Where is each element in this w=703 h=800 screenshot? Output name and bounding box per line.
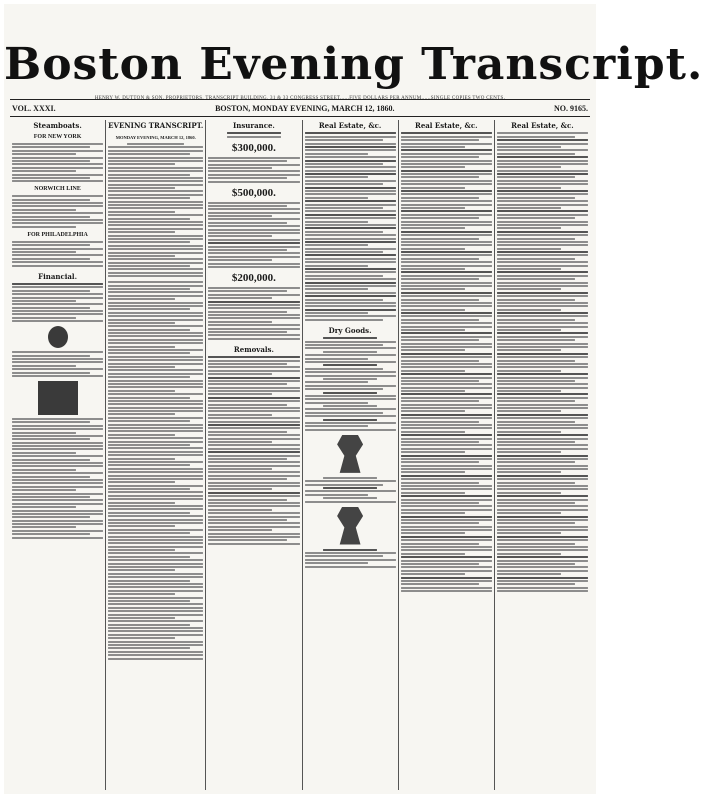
notice-text: [12, 418, 103, 539]
volume-number: VOL. XXXI.: [12, 103, 56, 113]
ad-title: NORWICH LINE: [34, 186, 81, 193]
ad-title: FOR NEW YORK: [33, 134, 82, 140]
column-heading: Real Estate, &c.: [511, 121, 574, 130]
dateline: [12, 101, 588, 115]
column-insurance: [206, 120, 302, 790]
column-editorial: [106, 120, 206, 790]
capital-amount: $200,000.: [231, 271, 276, 284]
ad-text: [305, 477, 396, 503]
newspaper-page: [4, 4, 703, 794]
corset-illustration: [337, 507, 363, 545]
masthead-title: Boston Evening Transcript.: [4, 39, 703, 90]
ad-text: [305, 549, 396, 568]
removal-notices: [208, 356, 299, 544]
column-real-estate-3: [495, 120, 590, 790]
ad-text: [208, 287, 299, 340]
capital-amount: $500,000.: [231, 186, 276, 199]
capital-amount: $300,000.: [231, 141, 276, 154]
dry-goods-text: [305, 337, 396, 431]
safe-illustration: [38, 381, 78, 415]
rule-top: [10, 99, 590, 100]
editorial-text: [108, 143, 203, 277]
listings-text: [305, 132, 396, 320]
ad-text: [12, 195, 103, 228]
editorial-date: MONDAY EVENING, MARCH 12, 1860.: [115, 135, 196, 140]
issue-number: NO. 9165.: [554, 103, 588, 113]
columns: [10, 120, 590, 790]
ad-text: [208, 132, 299, 137]
column-heading: Real Estate, &c.: [415, 121, 478, 130]
column-heading: Real Estate, &c.: [318, 121, 382, 130]
ad-text: [208, 202, 299, 268]
seal-illustration: [48, 326, 68, 348]
column-heading: Steamboats.: [33, 121, 82, 130]
ad-title: FOR PHILADELPHIA: [27, 231, 88, 238]
notice-text: [12, 351, 103, 377]
issue-date: BOSTON, MONDAY EVENING, MARCH 12, 1860.: [215, 103, 395, 113]
column-real-estate-2: [399, 120, 495, 790]
section-heading: Removals.: [233, 344, 274, 354]
corset-illustration: [337, 435, 363, 473]
ad-text: [12, 241, 103, 267]
rule-bottom: [10, 116, 590, 117]
section-heading: Dry Goods.: [328, 325, 372, 335]
column-steamboats: [10, 120, 106, 790]
editorial-text: [108, 281, 203, 659]
section-heading: Financial.: [38, 271, 78, 281]
listings-text: [401, 132, 492, 592]
column-real-estate-1: [303, 120, 399, 790]
ad-text: [208, 157, 299, 183]
financial-notices: [12, 283, 103, 322]
column-heading: Insurance.: [232, 121, 275, 130]
ad-text: [12, 143, 103, 182]
listings-text: [497, 132, 588, 592]
column-heading: EVENING TRANSCRIPT.: [108, 121, 204, 130]
